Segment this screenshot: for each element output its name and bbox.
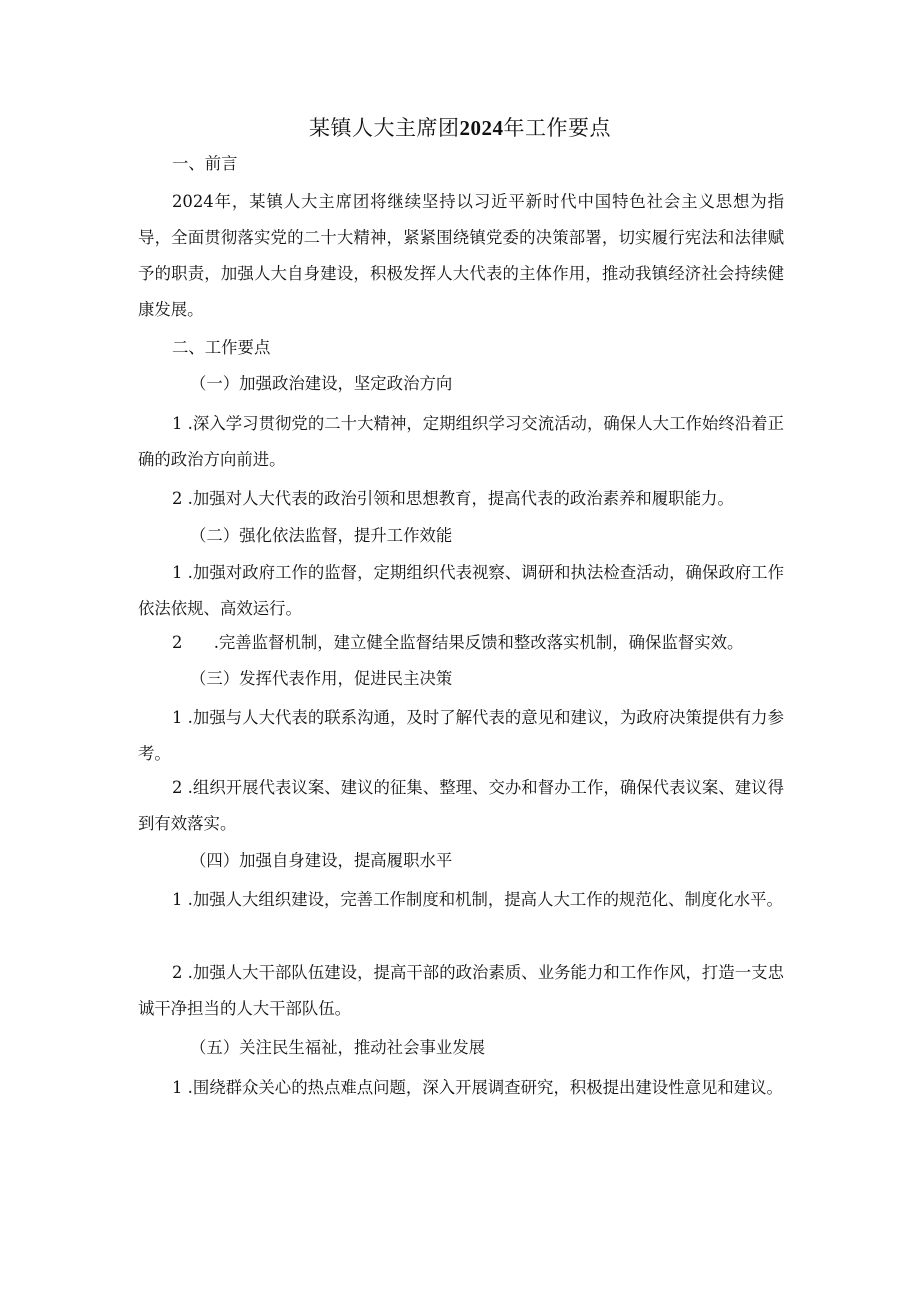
list-item-3-2: 2 .组织开展代表议案、建议的征集、整理、交办和督办工作，确保代表议案、建议得到有效落实。 <box>138 778 784 833</box>
preface-paragraph: 2024年，某镇人大主席团将继续坚持以习近平新时代中国特色社会主义思想为指导，全面贯彻落实党的二十大精神，紧紧围绕镇党委的决策部署，切实履行宪法和法律赋予的职责，加强人大自身建设，积极发挥人大代表的主体作用，推动我镇经济社会持续健康发展。 <box>138 192 784 319</box>
title-prefix: 某镇人大主席团 <box>309 116 460 140</box>
list-item-3-1: 1 .加强与人大代表的联系沟通，及时了解代表的意见和建议，为政府决策提供有力参考。 <box>138 708 784 763</box>
list-item-4-1: 1 .加强人大组织建设，完善工作制度和机制，提高人大工作的规范化、制度化水平。 <box>172 890 783 909</box>
list-item-5-1: 1 .围绕群众关心的热点难点问题，深入开展调查研究，积极提出建设性意见和建议。 <box>172 1078 783 1097</box>
subsection-heading-4: （四）加强自身建设，提高履职水平 <box>190 851 453 870</box>
title-suffix: 年工作要点 <box>503 116 611 140</box>
title-year: 2024 <box>459 116 504 140</box>
section-heading-work-points: 二、工作要点 <box>172 338 271 357</box>
list-item-4-2: 2 .加强人大干部队伍建设，提高干部的政治素质、业务能力和工作作风，打造一支忠诚干净担当的人大干部队伍。 <box>138 963 784 1018</box>
list-item-2-2: 2 .完善监督机制，建立健全监督结果反馈和整改落实机制，确保监督实效。 <box>172 633 744 652</box>
list-item-2-1: 1 .加强对政府工作的监督，定期组织代表视察、调研和执法检查活动，确保政府工作依法依规、高效运行。 <box>138 563 784 618</box>
list-item-1-2: 2 .加强对人大代表的政治引领和思想教育，提高代表的政治素养和履职能力。 <box>172 489 734 508</box>
section-heading-preface: 一、前言 <box>172 154 238 173</box>
subsection-heading-5: （五）关注民生福祉，推动社会事业发展 <box>190 1038 486 1057</box>
list-item-1-1: 1 .深入学习贯彻党的二十大精神，定期组织学习交流活动，确保人大工作始终沿着正确的政治方向前进。 <box>138 414 784 469</box>
subsection-heading-2: （二）强化依法监督，提升工作效能 <box>190 526 453 545</box>
subsection-heading-3: （三）发挥代表作用，促进民主决策 <box>190 669 453 688</box>
subsection-heading-1: （一）加强政治建设，坚定政治方向 <box>190 374 453 393</box>
document-title <box>0 112 920 144</box>
